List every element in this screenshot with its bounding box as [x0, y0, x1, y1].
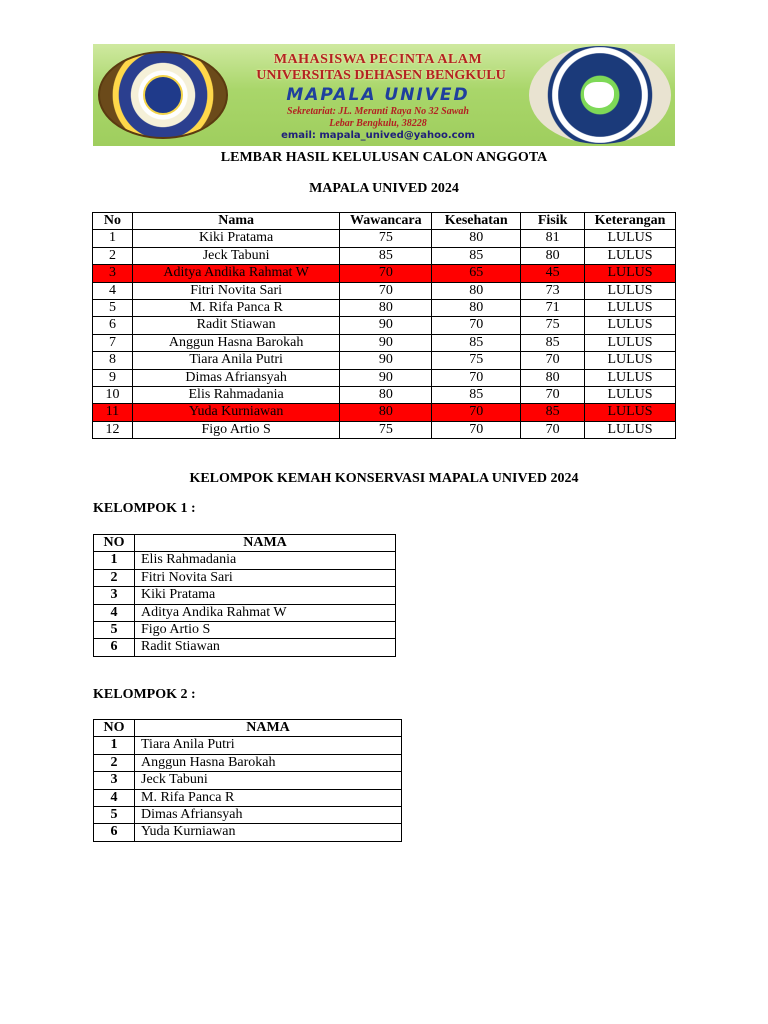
- cell-keterangan: LULUS: [585, 300, 676, 317]
- cell-nama: Yuda Kurniawan: [135, 824, 402, 841]
- cell-keterangan: LULUS: [585, 387, 676, 404]
- cell-no: 1: [93, 230, 133, 247]
- cell-no: 7: [93, 334, 133, 351]
- cell-nama: Kiki Pratama: [132, 230, 339, 247]
- banner-line-email: email: mapala_unived@yahoo.com: [281, 130, 475, 141]
- cell-fisik: 71: [521, 300, 585, 317]
- header-wawancara: Wawancara: [340, 213, 432, 230]
- cell-no: 8: [93, 352, 133, 369]
- cell-no: 9: [93, 369, 133, 386]
- table-row: [93, 247, 676, 264]
- cell-nama: Dimas Afriansyah: [132, 369, 339, 386]
- header-no: NO: [94, 535, 135, 552]
- cell-no: 12: [93, 421, 133, 438]
- cell-no: 6: [94, 824, 135, 841]
- table-row: [93, 369, 676, 386]
- cell-nama: Kiki Pratama: [135, 587, 396, 604]
- cell-nama: Aditya Andika Rahmat W: [135, 604, 396, 621]
- cell-nama: Fitri Novita Sari: [135, 569, 396, 586]
- header-nama: NAMA: [135, 535, 396, 552]
- cell-nama: Anggun Hasna Barokah: [135, 754, 402, 771]
- cell-fisik: 75: [521, 317, 585, 334]
- header-nama: Nama: [132, 213, 339, 230]
- list-item: [94, 552, 396, 569]
- cell-wawancara: 90: [340, 334, 432, 351]
- cell-nama: Radit Stiawan: [135, 639, 396, 656]
- cell-nama: M. Rifa Panca R: [132, 300, 339, 317]
- cell-keterangan: LULUS: [585, 421, 676, 438]
- cell-wawancara: 80: [340, 404, 432, 421]
- letterhead-banner: [93, 44, 675, 146]
- cell-wawancara: 90: [340, 352, 432, 369]
- cell-no: 10: [93, 387, 133, 404]
- results-header-row: [93, 213, 676, 230]
- table-row: [93, 265, 676, 282]
- banner-line-city: Lebar Bengkulu, 38228: [329, 118, 427, 129]
- cell-nama: M. Rifa Panca R: [135, 789, 402, 806]
- cell-fisik: 85: [521, 404, 585, 421]
- cell-no: 2: [94, 754, 135, 771]
- list-item: [94, 789, 402, 806]
- cell-nama: Jeck Tabuni: [132, 247, 339, 264]
- list-item: [94, 737, 402, 754]
- cell-no: 2: [93, 247, 133, 264]
- table-row: [93, 230, 676, 247]
- header-keterangan: Keterangan: [585, 213, 676, 230]
- cell-no: 1: [94, 737, 135, 754]
- cell-no: 6: [93, 317, 133, 334]
- university-seal-icon: [143, 75, 183, 115]
- cell-no: 4: [93, 282, 133, 299]
- cell-kesehatan: 70: [432, 317, 521, 334]
- cell-no: 5: [94, 807, 135, 824]
- cell-nama: Tiara Anila Putri: [135, 737, 402, 754]
- list-item: [94, 587, 396, 604]
- cell-wawancara: 70: [340, 282, 432, 299]
- cell-wawancara: 80: [340, 300, 432, 317]
- list-item: [94, 807, 402, 824]
- cell-fisik: 70: [521, 387, 585, 404]
- cell-nama: Aditya Andika Rahmat W: [132, 265, 339, 282]
- table-row: [93, 300, 676, 317]
- cell-keterangan: LULUS: [585, 317, 676, 334]
- cell-fisik: 73: [521, 282, 585, 299]
- cell-keterangan: LULUS: [585, 247, 676, 264]
- cell-no: 5: [94, 622, 135, 639]
- group2-label: KELOMPOK 2 :: [93, 687, 196, 702]
- group1-header-row: [94, 535, 396, 552]
- banner-line-university: UNIVERSITAS DEHASEN BENGKULU: [256, 68, 506, 83]
- cell-wawancara: 75: [340, 421, 432, 438]
- cell-keterangan: LULUS: [585, 265, 676, 282]
- cell-wawancara: 85: [340, 247, 432, 264]
- banner-line-organization: MAHASISWA PECINTA ALAM: [273, 52, 483, 67]
- cell-wawancara: 75: [340, 230, 432, 247]
- header-no: NO: [94, 720, 135, 737]
- header-nama: NAMA: [135, 720, 402, 737]
- cell-no: 3: [94, 587, 135, 604]
- document-subtitle: MAPALA UNIVED 2024: [309, 181, 459, 196]
- table-row: [93, 404, 676, 421]
- list-item: [94, 622, 396, 639]
- cell-no: 2: [94, 569, 135, 586]
- cell-fisik: 70: [521, 352, 585, 369]
- cell-no: 4: [94, 604, 135, 621]
- list-item: [94, 569, 396, 586]
- cell-kesehatan: 80: [432, 282, 521, 299]
- mapala-logo: [529, 46, 671, 144]
- table-row: [93, 334, 676, 351]
- cell-nama: Dimas Afriansyah: [135, 807, 402, 824]
- cell-fisik: 81: [521, 230, 585, 247]
- cell-kesehatan: 65: [432, 265, 521, 282]
- banner-line-address: Sekretariat: JL. Meranti Raya No 32 Sawah: [287, 106, 469, 117]
- cell-no: 6: [94, 639, 135, 656]
- cell-no: 5: [93, 300, 133, 317]
- table-row: [93, 282, 676, 299]
- group2-header-row: [94, 720, 402, 737]
- header-no: No: [93, 213, 133, 230]
- cell-fisik: 80: [521, 247, 585, 264]
- cell-nama: Figo Artio S: [135, 622, 396, 639]
- cell-keterangan: LULUS: [585, 282, 676, 299]
- cell-keterangan: LULUS: [585, 230, 676, 247]
- cell-nama: Fitri Novita Sari: [132, 282, 339, 299]
- cell-nama: Tiara Anila Putri: [132, 352, 339, 369]
- cell-wawancara: 90: [340, 317, 432, 334]
- cell-wawancara: 70: [340, 265, 432, 282]
- cell-keterangan: LULUS: [585, 352, 676, 369]
- banner-line-club-name: MAPALA UNIVED: [286, 85, 470, 105]
- cell-no: 11: [93, 404, 133, 421]
- cell-wawancara: 90: [340, 369, 432, 386]
- cell-nama: Anggun Hasna Barokah: [132, 334, 339, 351]
- header-fisik: Fisik: [521, 213, 585, 230]
- table-row: [93, 421, 676, 438]
- cell-nama: Elis Rahmadania: [135, 552, 396, 569]
- cell-kesehatan: 85: [432, 247, 521, 264]
- hand-icon: [584, 82, 614, 108]
- list-item: [94, 824, 402, 841]
- cell-nama: Radit Stiawan: [132, 317, 339, 334]
- cell-nama: Yuda Kurniawan: [132, 404, 339, 421]
- list-item: [94, 772, 402, 789]
- table-row: [93, 352, 676, 369]
- cell-nama: Figo Artio S: [132, 421, 339, 438]
- cell-fisik: 85: [521, 334, 585, 351]
- cell-keterangan: LULUS: [585, 334, 676, 351]
- cell-nama: Jeck Tabuni: [135, 772, 402, 789]
- list-item: [94, 754, 402, 771]
- header-kesehatan: Kesehatan: [432, 213, 521, 230]
- cell-fisik: 70: [521, 421, 585, 438]
- cell-kesehatan: 80: [432, 300, 521, 317]
- cell-kesehatan: 80: [432, 230, 521, 247]
- cell-kesehatan: 85: [432, 334, 521, 351]
- list-item: [94, 604, 396, 621]
- university-logo: [98, 51, 228, 139]
- cell-wawancara: 80: [340, 387, 432, 404]
- cell-keterangan: LULUS: [585, 404, 676, 421]
- cell-fisik: 80: [521, 369, 585, 386]
- cell-kesehatan: 85: [432, 387, 521, 404]
- cell-no: 4: [94, 789, 135, 806]
- document-title: LEMBAR HASIL KELULUSAN CALON ANGGOTA: [220, 150, 548, 165]
- list-item: [94, 639, 396, 656]
- cell-kesehatan: 75: [432, 352, 521, 369]
- section-title: KELOMPOK KEMAH KONSERVASI MAPALA UNIVED 2024: [189, 471, 579, 486]
- cell-kesehatan: 70: [432, 369, 521, 386]
- group2-table: [93, 719, 402, 842]
- cell-keterangan: LULUS: [585, 369, 676, 386]
- results-table: [92, 212, 676, 439]
- cell-no: 3: [93, 265, 133, 282]
- table-row: [93, 317, 676, 334]
- cell-nama: Elis Rahmadania: [132, 387, 339, 404]
- cell-no: 3: [94, 772, 135, 789]
- cell-kesehatan: 70: [432, 421, 521, 438]
- cell-kesehatan: 70: [432, 404, 521, 421]
- cell-no: 1: [94, 552, 135, 569]
- group1-label: KELOMPOK 1 :: [93, 501, 196, 516]
- table-row: [93, 387, 676, 404]
- group1-table: [93, 534, 396, 657]
- cell-fisik: 45: [521, 265, 585, 282]
